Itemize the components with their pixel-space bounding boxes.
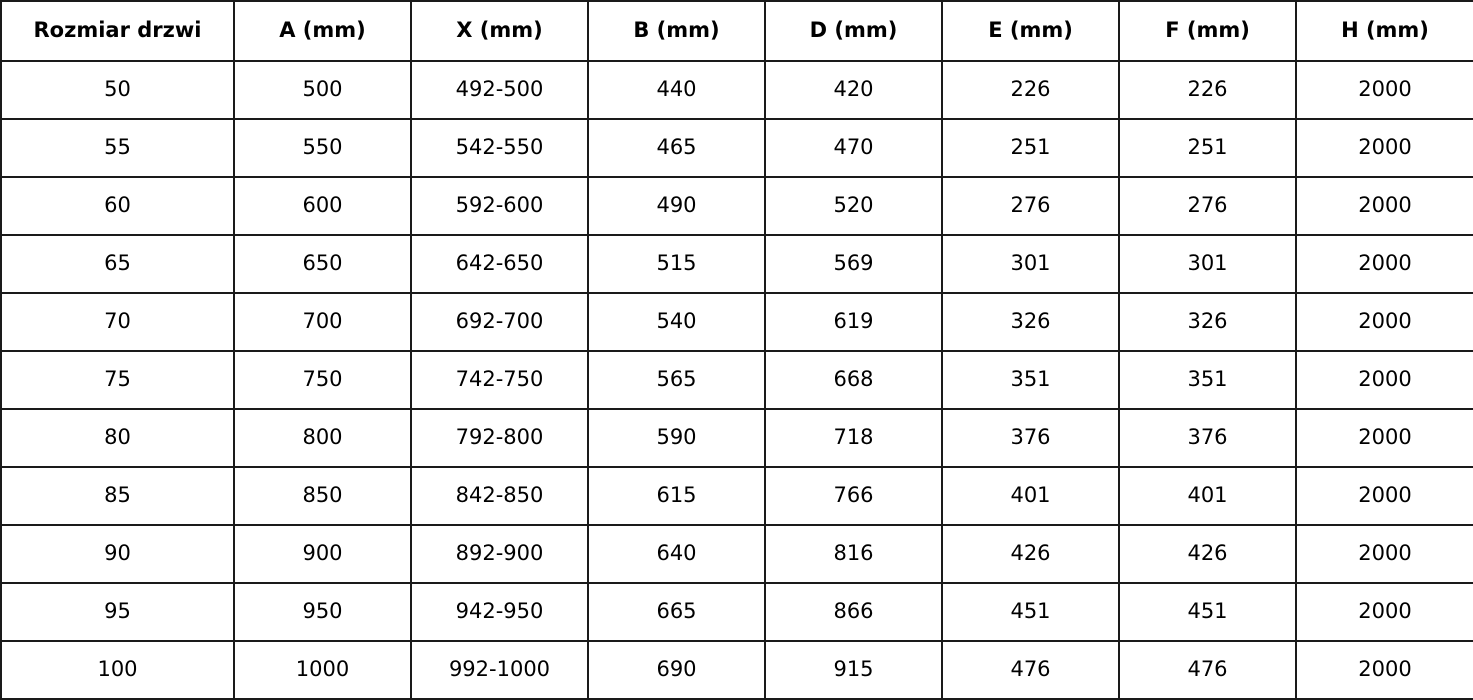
cell-h: 2000 xyxy=(1296,235,1473,293)
cell-a: 650 xyxy=(234,235,411,293)
cell-b: 490 xyxy=(588,177,765,235)
cell-d: 718 xyxy=(765,409,942,467)
cell-f: 276 xyxy=(1119,177,1296,235)
cell-x: 592-600 xyxy=(411,177,588,235)
cell-x: 742-750 xyxy=(411,351,588,409)
cell-h: 2000 xyxy=(1296,119,1473,177)
cell-f: 301 xyxy=(1119,235,1296,293)
cell-h: 2000 xyxy=(1296,351,1473,409)
column-header-h: H (mm) xyxy=(1296,1,1473,61)
cell-door-size: 100 xyxy=(1,641,234,699)
column-header-d: D (mm) xyxy=(765,1,942,61)
cell-door-size: 90 xyxy=(1,525,234,583)
table-row xyxy=(1,293,1473,351)
table-row xyxy=(1,177,1473,235)
cell-door-size: 50 xyxy=(1,61,234,119)
table-row xyxy=(1,119,1473,177)
cell-d: 569 xyxy=(765,235,942,293)
cell-x: 842-850 xyxy=(411,467,588,525)
table-row xyxy=(1,641,1473,699)
cell-h: 2000 xyxy=(1296,409,1473,467)
cell-b: 615 xyxy=(588,467,765,525)
cell-b: 590 xyxy=(588,409,765,467)
cell-b: 465 xyxy=(588,119,765,177)
cell-h: 2000 xyxy=(1296,583,1473,641)
table-row xyxy=(1,235,1473,293)
cell-b: 540 xyxy=(588,293,765,351)
table-header xyxy=(1,1,1473,61)
cell-f: 226 xyxy=(1119,61,1296,119)
cell-e: 301 xyxy=(942,235,1119,293)
cell-e: 451 xyxy=(942,583,1119,641)
column-header-f: F (mm) xyxy=(1119,1,1296,61)
cell-d: 420 xyxy=(765,61,942,119)
cell-e: 426 xyxy=(942,525,1119,583)
column-header-door-size: Rozmiar drzwi xyxy=(1,1,234,61)
table-row xyxy=(1,61,1473,119)
cell-door-size: 55 xyxy=(1,119,234,177)
cell-b: 440 xyxy=(588,61,765,119)
column-header-b: B (mm) xyxy=(588,1,765,61)
cell-e: 226 xyxy=(942,61,1119,119)
cell-b: 565 xyxy=(588,351,765,409)
cell-door-size: 70 xyxy=(1,293,234,351)
cell-b: 665 xyxy=(588,583,765,641)
cell-d: 816 xyxy=(765,525,942,583)
table-row xyxy=(1,583,1473,641)
cell-x: 992-1000 xyxy=(411,641,588,699)
column-header-a: A (mm) xyxy=(234,1,411,61)
cell-a: 950 xyxy=(234,583,411,641)
cell-a: 600 xyxy=(234,177,411,235)
cell-door-size: 75 xyxy=(1,351,234,409)
cell-door-size: 80 xyxy=(1,409,234,467)
cell-x: 642-650 xyxy=(411,235,588,293)
cell-x: 692-700 xyxy=(411,293,588,351)
cell-f: 351 xyxy=(1119,351,1296,409)
cell-a: 700 xyxy=(234,293,411,351)
cell-x: 542-550 xyxy=(411,119,588,177)
cell-a: 550 xyxy=(234,119,411,177)
table-row xyxy=(1,409,1473,467)
cell-a: 750 xyxy=(234,351,411,409)
cell-a: 1000 xyxy=(234,641,411,699)
cell-f: 251 xyxy=(1119,119,1296,177)
cell-d: 470 xyxy=(765,119,942,177)
cell-a: 900 xyxy=(234,525,411,583)
cell-x: 792-800 xyxy=(411,409,588,467)
table-row xyxy=(1,467,1473,525)
cell-d: 915 xyxy=(765,641,942,699)
cell-a: 500 xyxy=(234,61,411,119)
cell-h: 2000 xyxy=(1296,641,1473,699)
cell-f: 326 xyxy=(1119,293,1296,351)
table-row xyxy=(1,525,1473,583)
cell-a: 850 xyxy=(234,467,411,525)
cell-h: 2000 xyxy=(1296,61,1473,119)
table-body xyxy=(1,61,1473,699)
cell-b: 690 xyxy=(588,641,765,699)
cell-h: 2000 xyxy=(1296,525,1473,583)
cell-a: 800 xyxy=(234,409,411,467)
cell-f: 401 xyxy=(1119,467,1296,525)
cell-f: 476 xyxy=(1119,641,1296,699)
cell-x: 492-500 xyxy=(411,61,588,119)
cell-x: 892-900 xyxy=(411,525,588,583)
cell-h: 2000 xyxy=(1296,177,1473,235)
table-row xyxy=(1,351,1473,409)
cell-door-size: 85 xyxy=(1,467,234,525)
column-header-e: E (mm) xyxy=(942,1,1119,61)
cell-e: 251 xyxy=(942,119,1119,177)
cell-d: 520 xyxy=(765,177,942,235)
cell-x: 942-950 xyxy=(411,583,588,641)
cell-h: 2000 xyxy=(1296,467,1473,525)
cell-e: 351 xyxy=(942,351,1119,409)
cell-door-size: 65 xyxy=(1,235,234,293)
cell-d: 866 xyxy=(765,583,942,641)
cell-e: 401 xyxy=(942,467,1119,525)
cell-f: 426 xyxy=(1119,525,1296,583)
cell-f: 376 xyxy=(1119,409,1296,467)
cell-d: 668 xyxy=(765,351,942,409)
cell-h: 2000 xyxy=(1296,293,1473,351)
cell-b: 515 xyxy=(588,235,765,293)
cell-b: 640 xyxy=(588,525,765,583)
column-header-x: X (mm) xyxy=(411,1,588,61)
cell-d: 619 xyxy=(765,293,942,351)
cell-e: 276 xyxy=(942,177,1119,235)
table-header-row xyxy=(1,1,1473,61)
cell-e: 326 xyxy=(942,293,1119,351)
cell-f: 451 xyxy=(1119,583,1296,641)
cell-door-size: 60 xyxy=(1,177,234,235)
cell-e: 376 xyxy=(942,409,1119,467)
cell-e: 476 xyxy=(942,641,1119,699)
cell-d: 766 xyxy=(765,467,942,525)
cell-door-size: 95 xyxy=(1,583,234,641)
